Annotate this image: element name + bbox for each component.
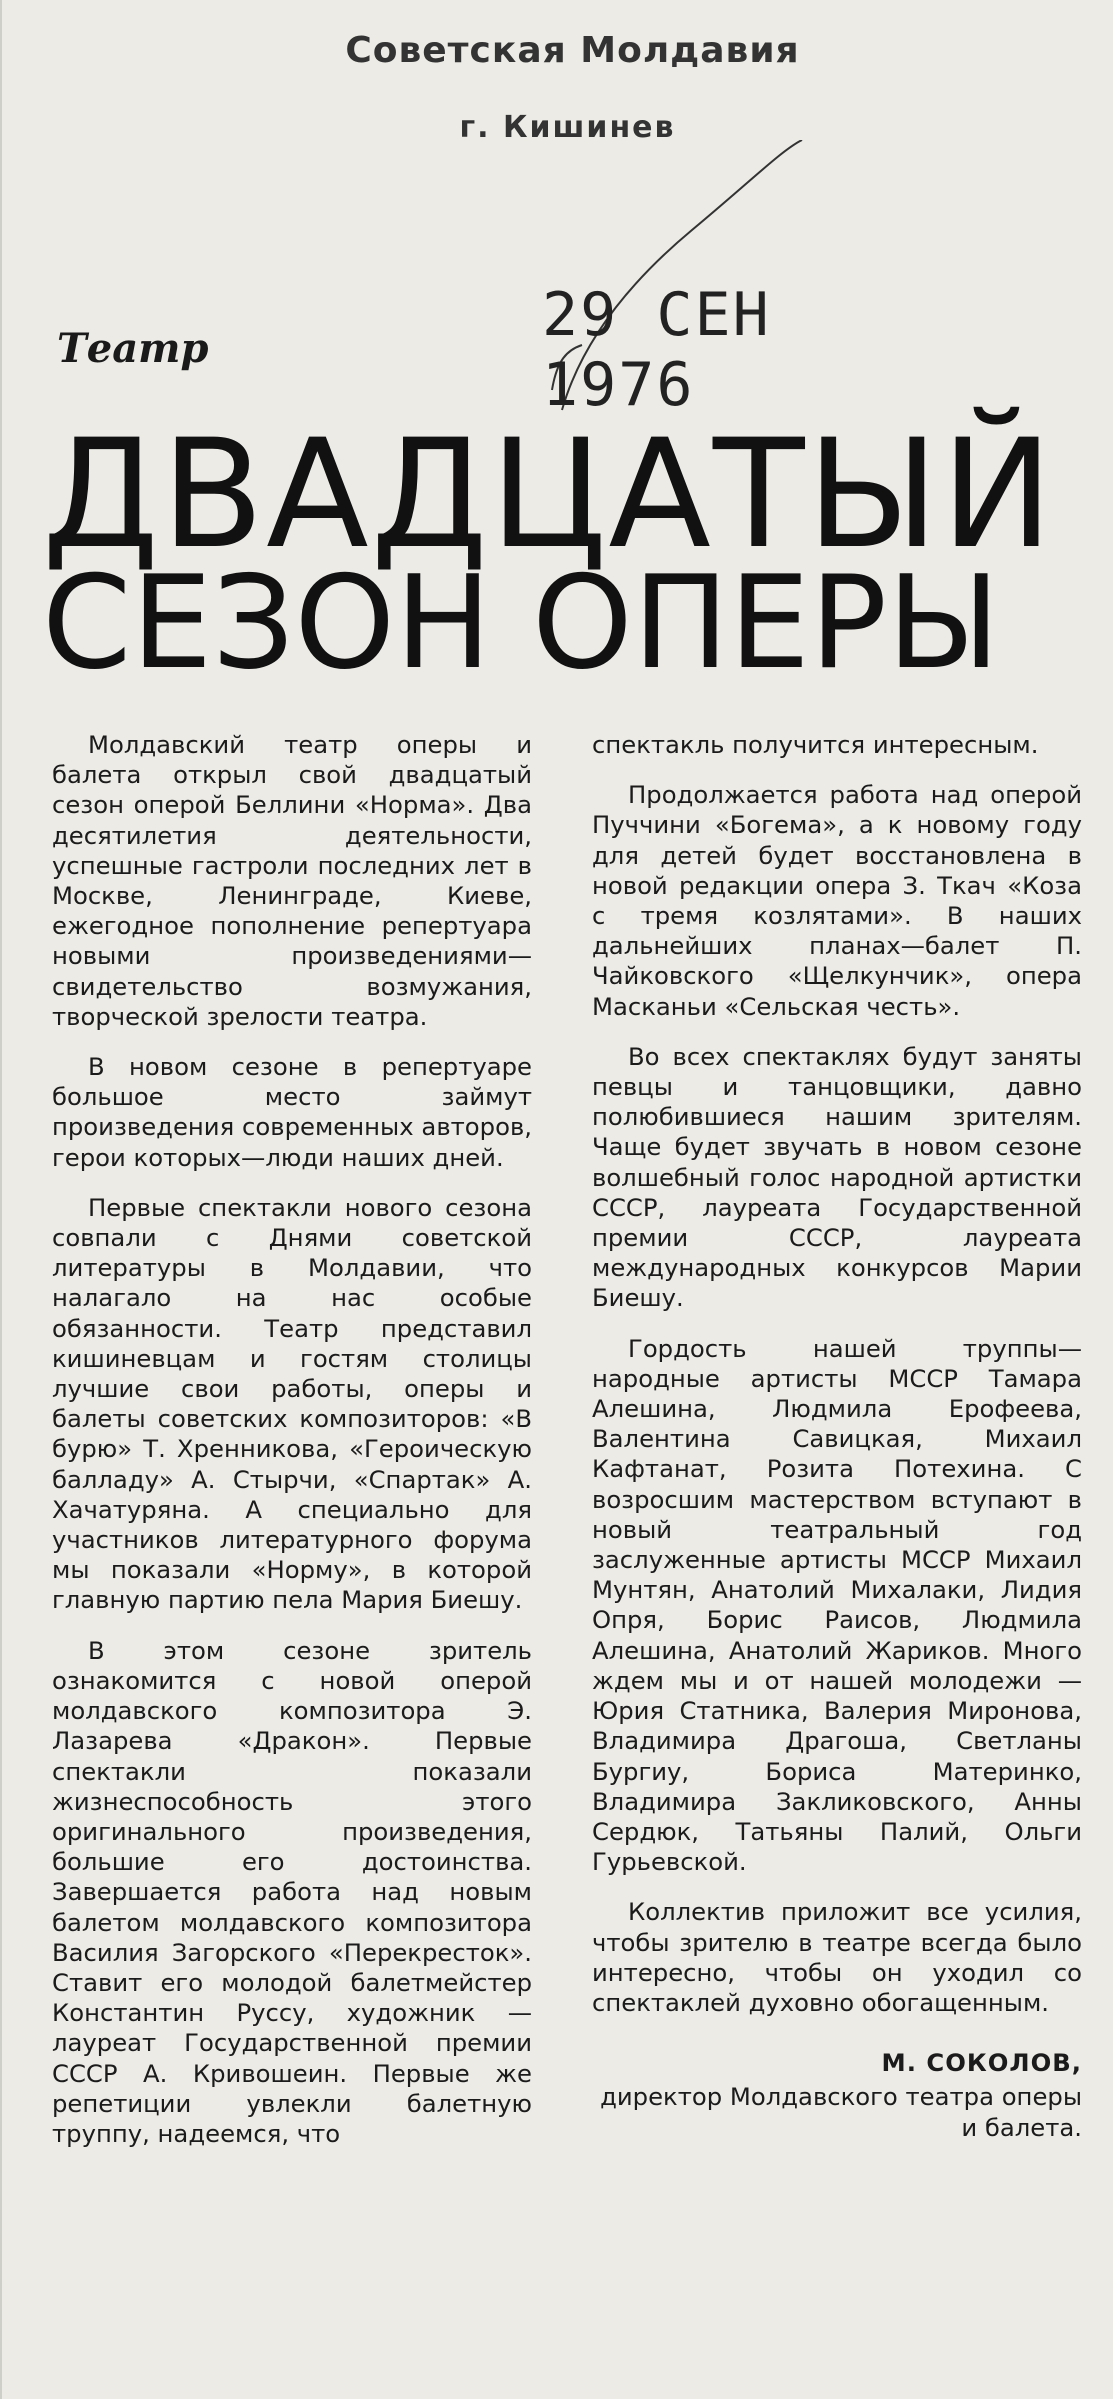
paragraph: Молдавский театр оперы и балета открыл свой двадцатый сезон оперой Беллини «Норма». Два десятилетия деятельности, успешные гастроли последних лет в Москве, Ленинграде, Киеве, ежегодное пополнение репертуара новыми произведениями—свидетельство возмужания, творческой зрелости театра. <box>52 730 532 1031</box>
paragraph: Коллектив приложит все усилия, чтобы зрителю в театре всегда было интересно, чтобы он уходил со спектаклей духовно обогащенным. <box>592 1897 1082 2017</box>
paragraph: спектакль получится интересным. <box>592 730 1039 759</box>
author-name: М. СОКОЛОВ, <box>881 2048 1082 2078</box>
article-column-left <box>52 730 532 2169</box>
article-column-right <box>592 730 1082 2143</box>
rubric-label: Театр <box>57 325 209 372</box>
date-stamp: 29 СЕН 1976 <box>542 280 771 420</box>
paragraph: В этом сезоне зритель ознакомится с новой оперой молдавского композитора Э. Лазарева «Дракон». Первые спектакли показали жизнеспособность этого оригинального произведения, большие его достоинства. Завершается работа над новым балетом молдавского композитора Василия Загорского «Перекресток». Ставит его молодой балетмейстер Константин Руссу, художник — лауреат Государственной премии СССР А. Кривошеин. Первые же репетиции увлекли балетную труппу, надеемся, что <box>52 1635 532 2148</box>
newspaper-name-stamp: Советская Молдавия <box>345 30 800 71</box>
headline-line-1: ДВАДЦАТЫЙ <box>42 408 1056 582</box>
paragraph: В новом сезоне в репертуаре большое место займут произведения современных авторов, герои которых—люди наших дней. <box>52 1052 532 1172</box>
paragraph: Первые спектакли нового сезона совпали с Днями советской литературы в Молдавии, что налагало на нас особые обязанности. Театр представил кишиневцам и гостям столицы лучшие свои работы, оперы и балеты советских композиторов: «В бурю» Т. Хренникова, «Героическую балладу» А. Стырчи, «Спартак» А. Хачатуряна. А специально для участников литературного форума мы показали «Норму», в которой главную партию пела Мария Биешу. <box>52 1192 532 1615</box>
paragraph: Гордость нашей труппы—народные артисты МССР Тамара Алешина, Людмила Ерофеева, Валентина Савицкая, Михаил Кафтанат, Розита Потехина. С возросшим мастерством вступают в новый театральный год заслуженные артисты МССР Михаил Мунтян, Анатолий Михалаки, Лидия Опря, Борис Раисов, Людмила Алешина, Анатолий Жариков. Много ждем мы и от нашей молодежи — Юрия Статника, Валерия Миронова, Владимира Драгоша, Светланы Бургиу, Бориса Материнко, Владимира Закликовского, Анны Сердюк, Татьяны Палий, Ольги Гурьевской. <box>592 1333 1082 1877</box>
paragraph: Продолжается работа над оперой Пуччини «Богема», а к новому году для детей будет восстановлена в новой редакции опера З. Ткач «Коза с тремя козлятами». В наших дальнейших планах—балет П. Чайковского «Щелкунчик», опера Масканьи «Сельская честь». <box>592 780 1082 1021</box>
city-stamp: г. Кишинев <box>459 110 676 145</box>
author-title: директор Молдавского театра оперы и балета. <box>600 2082 1082 2142</box>
paragraph: Во всех спектаклях будут заняты певцы и танцовщики, давно полюбившиеся нашим зрителям. Чаще будет звучать в новом сезоне волшебный голос народной артистки СССР, лауреата Государственной премии СССР, лауреата международных конкурсов Марии Биешу. <box>592 1041 1082 1313</box>
headline-line-2: СЕЗОН ОПЕРЫ <box>42 549 1000 698</box>
